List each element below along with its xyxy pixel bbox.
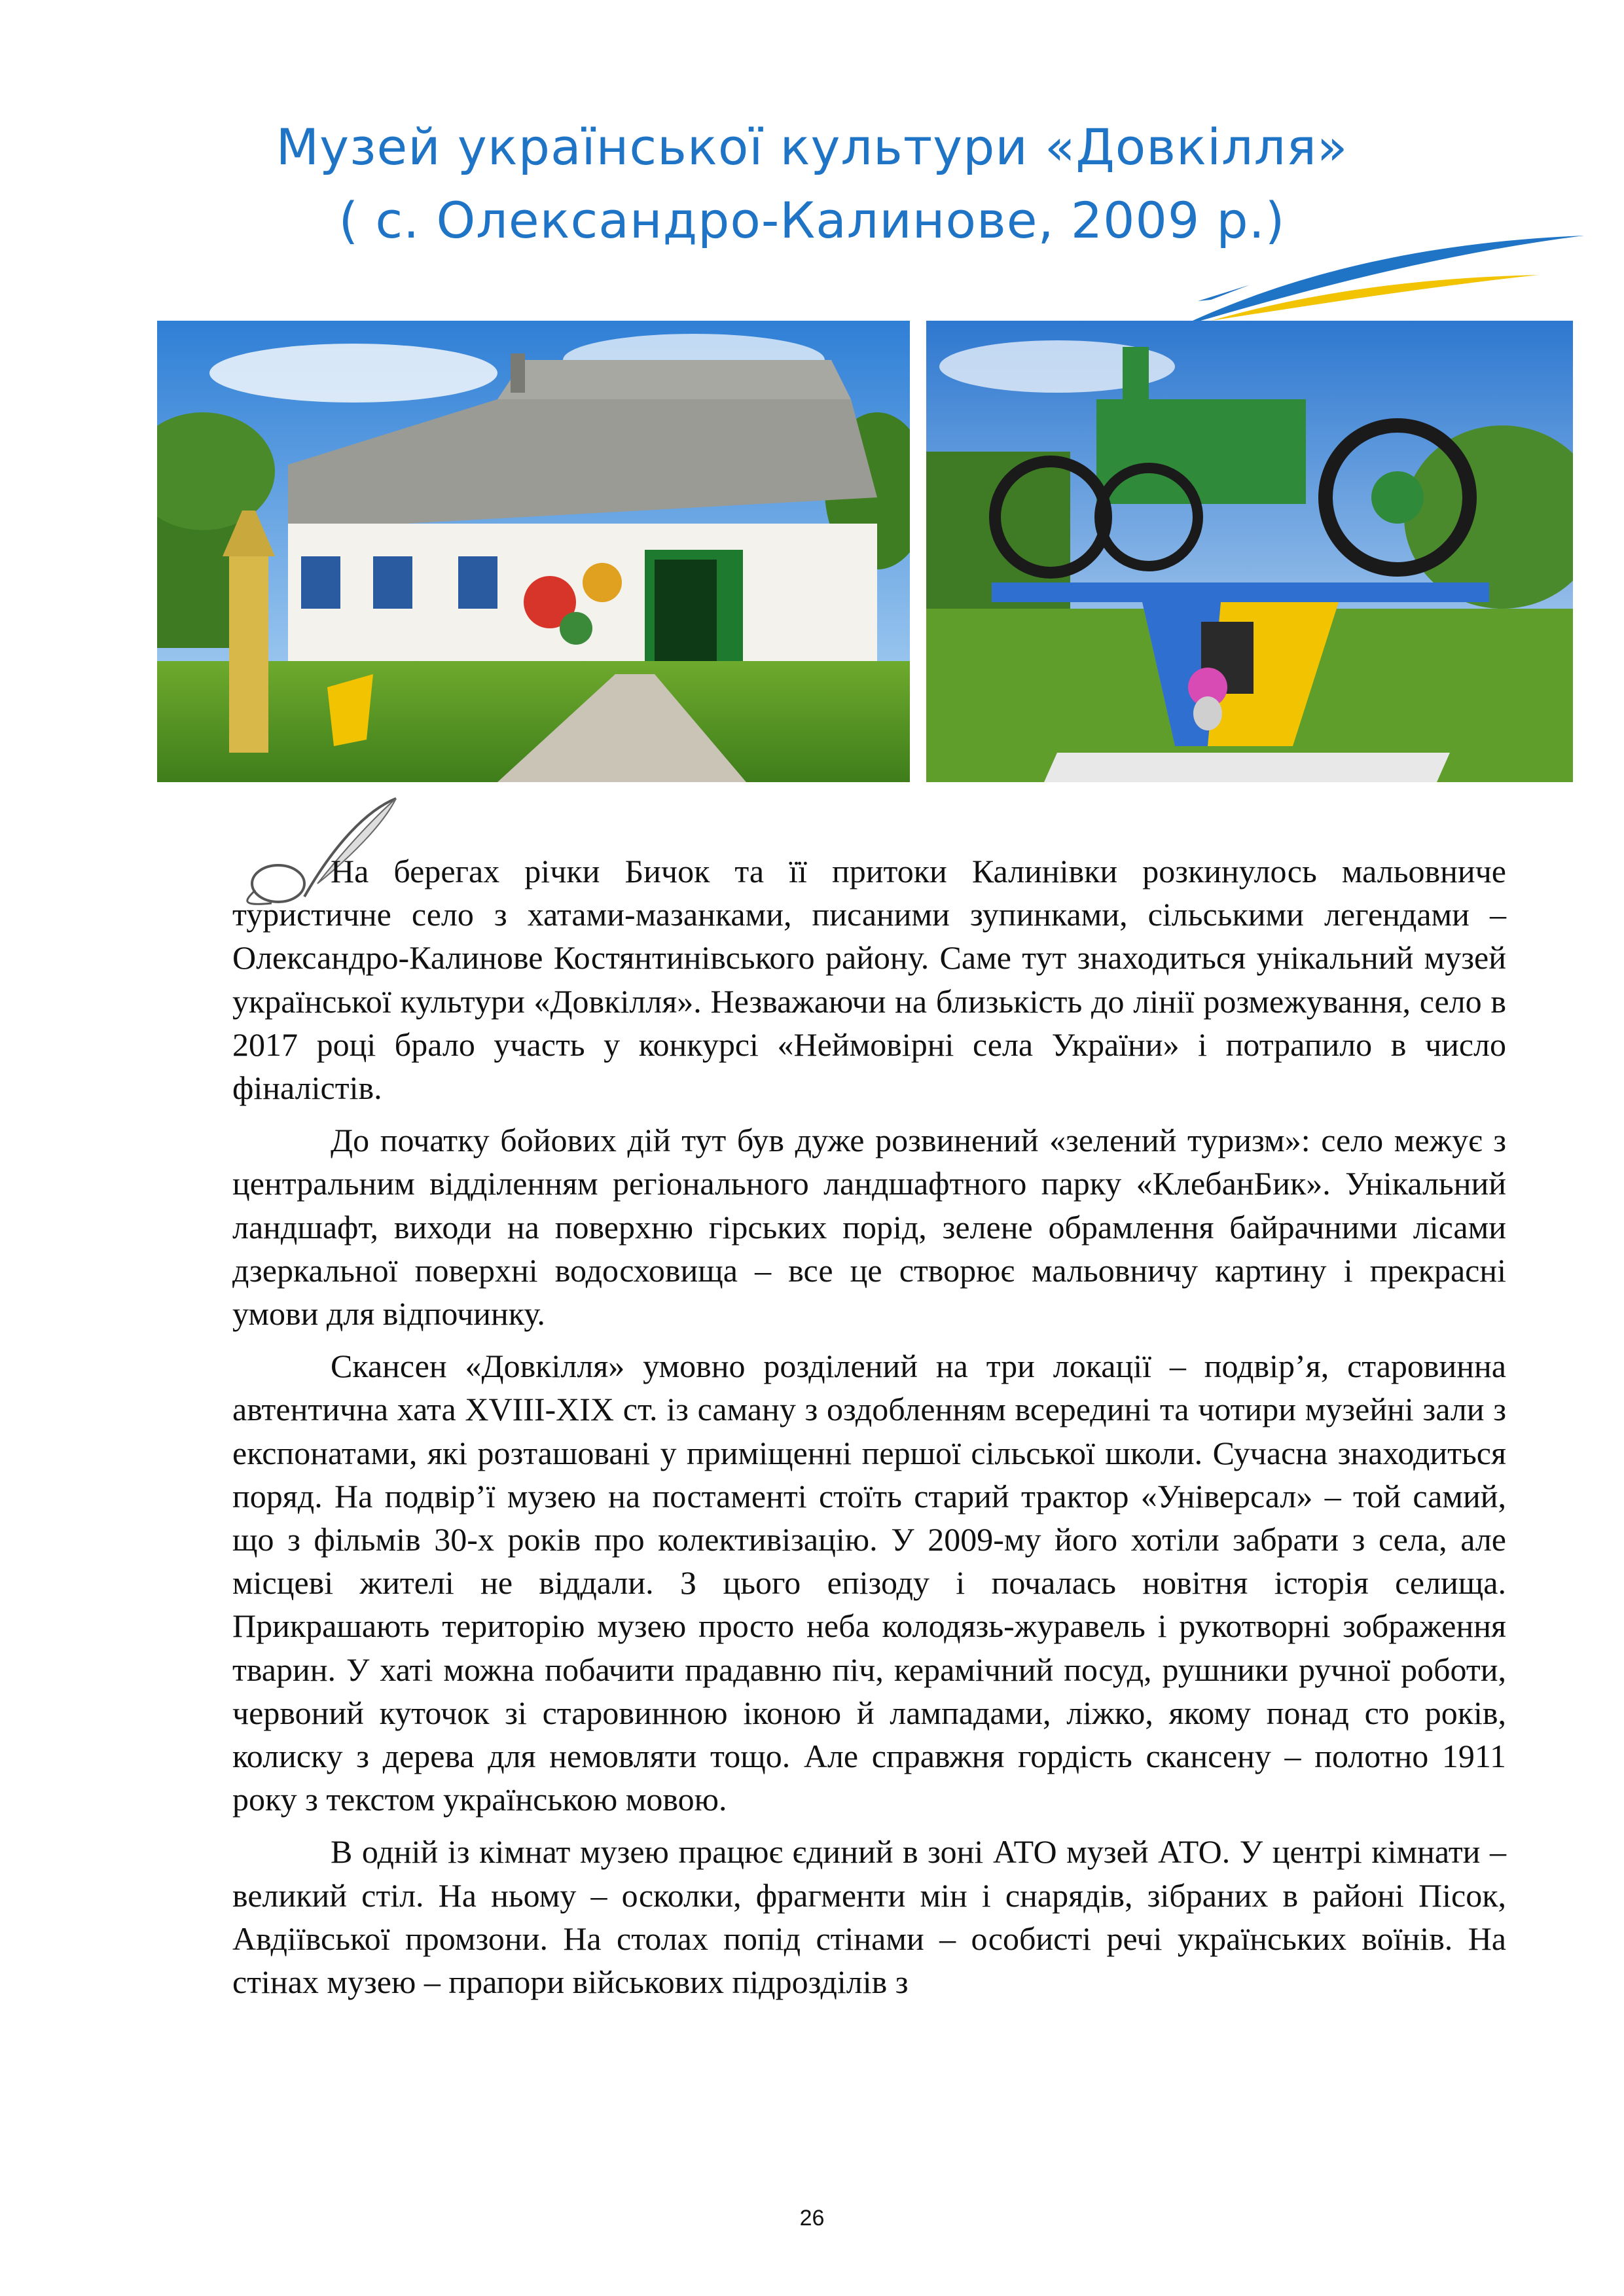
paragraph: Скансен «Довкілля» умовно розділений на три локації – подвір’я, старовинна автентична хата XVIII-XIX ст. із саману з оздобленням всередині та чотири музейні зали з експонатами, які розташовані у приміщенні першої сільської школи. Сучасна знаходиться поряд. На подвір’ї музею на постаменті стоїть старий трактор «Універсал» – той самий, що з фільмів 30-х років про колективізацію. У 2009-му його хотіли забрати з села, але місцеві жителі не віддали. З цього епізоду і почалась новітня історія селища. Прикрашають територію музею просто неба колодязь-журавель і рукотворні зображення тварин. У хаті можна побачити прадавню піч, керамічний посуд, рушники ручної роботи, червоний куточок зі старовинною іконою й лампадами, ліжко, якому понад сто років, колиску з дерева для немовляти тощо. Але справжня гордість скансену – полотно 1911 року з текстом українською мовою. (232, 1348, 1506, 1818)
paragraph: До початку бойових дій тут був дуже розвинений «зелений туризм»: село межує з центральним відділенням регіонального ландшафтного парку «КлебанБик». Унікальний ландшафт, виходи на поверхню гірських порід, зелене обрамлення байрачними лісами дзеркальної поверхні водосховища – все це створює мальовничу картину і прекрасні умови для відпочинку. (232, 1122, 1506, 1333)
page-title-line-1: Музей української культури «Довкілля» (276, 118, 1348, 176)
photo-painted-house (157, 321, 910, 782)
article-body (232, 850, 1506, 2013)
page-number: 26 (799, 2206, 825, 2231)
photo-tractor-monument (926, 321, 1573, 782)
swoosh-decoration-icon (1172, 223, 1591, 334)
paragraph: На берегах річки Бичок та її притоки Калинівки розкинулось мальовниче туристичне село з хатами-мазанками, писаними зупинками, сільськими легендами – Олександро-Калинове Костянтинівського району. Саме тут знаходиться унікальний музей української культури «Довкілля». Незважаючи на близькість до лінії розмежування, село в 2017 році брало участь у конкурсі «Неймовірні села України» і потрапило в число фіналістів. (232, 853, 1506, 1107)
paragraph: В одній із кімнат музею працює єдиний в зоні АТО музей АТО. У центрі кімнати – великий стіл. На ньому – осколки, фрагменти мін і снарядів, зібраних в районі Пісок, Авдіївської промзони. На столах попід стінами – особисті речі українських воїнів. На стінах музею – прапори військових підрозділів з (232, 1833, 1506, 2001)
page-title-line-2: ( с. Олександро-Калинове, 2009 р.) (338, 191, 1286, 249)
